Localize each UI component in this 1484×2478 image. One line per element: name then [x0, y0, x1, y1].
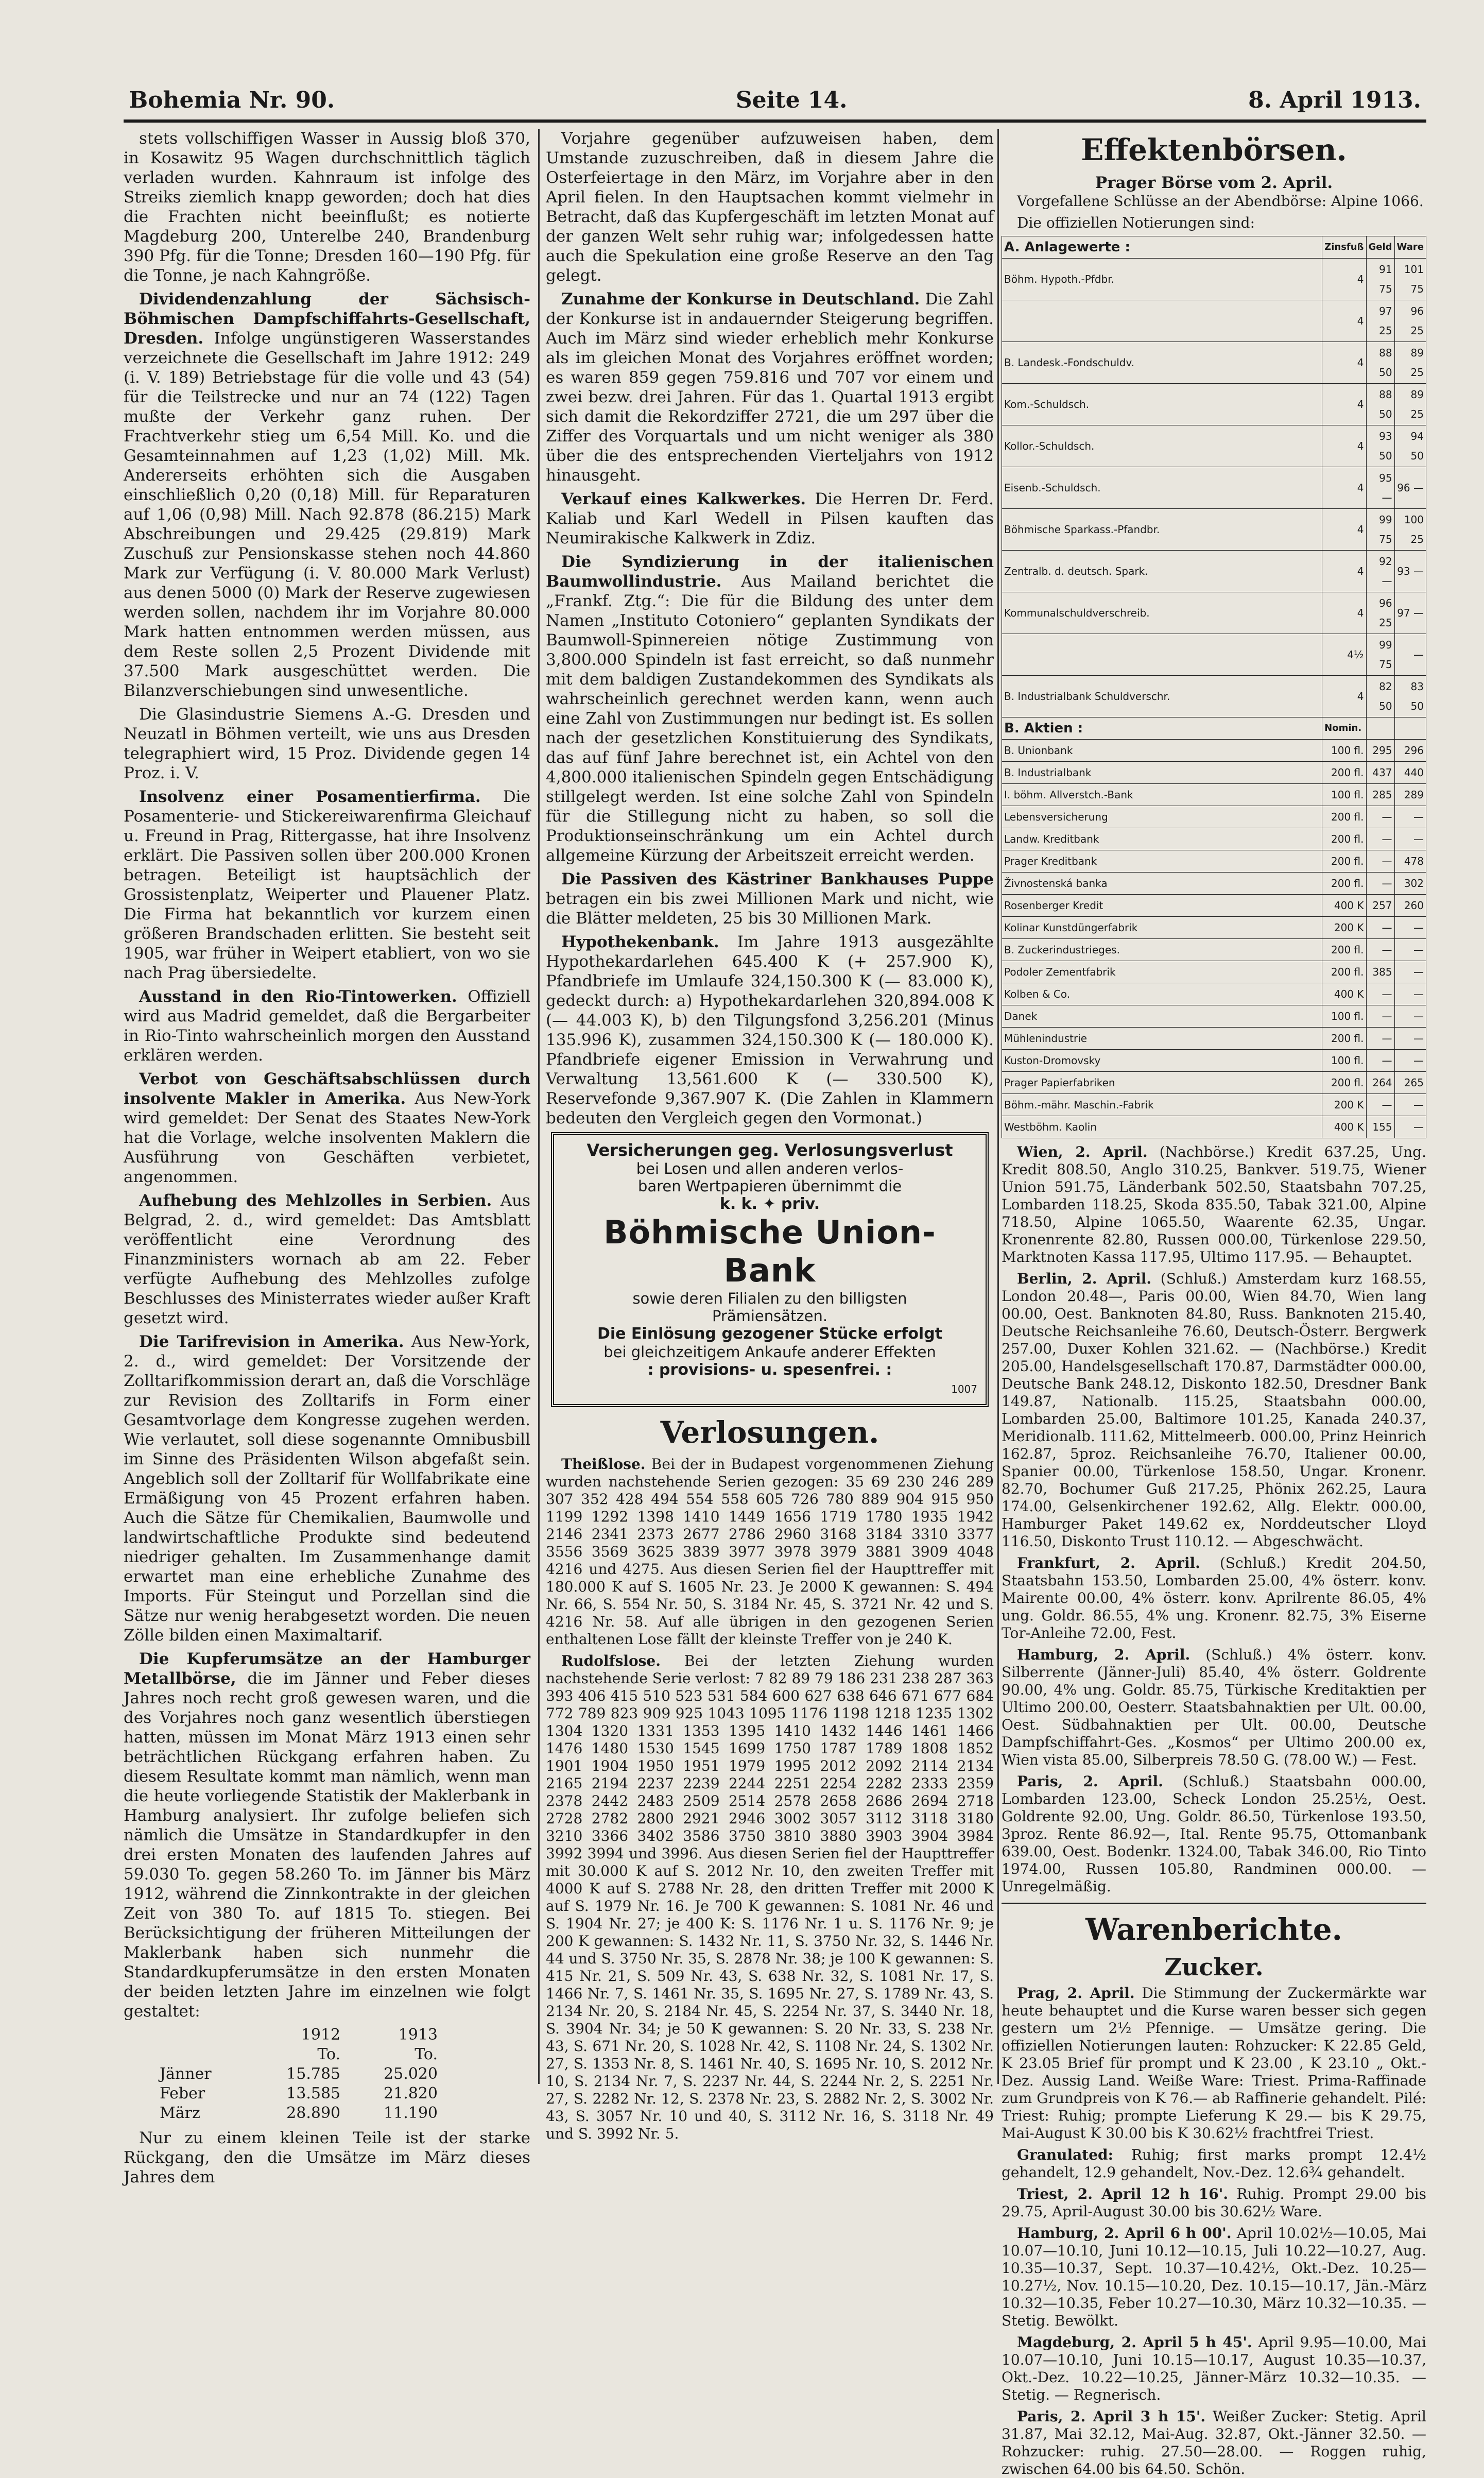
table-row: [1002, 873, 1426, 895]
security-rate: 4½: [1322, 634, 1366, 676]
security-name: I. böhm. Allverstch.-Bank: [1002, 784, 1322, 806]
header-page-number: Seite 14.: [735, 87, 848, 113]
table-row: [1002, 939, 1426, 961]
ware-value: —: [1394, 806, 1426, 828]
security-rate: 4: [1322, 342, 1366, 384]
ware-value: —: [1394, 1028, 1426, 1050]
security-name: Lebensversicherung: [1002, 806, 1322, 828]
security-name: Rosenberger Kredit: [1002, 895, 1322, 917]
table-row: [1002, 384, 1426, 425]
ware-value: —: [1394, 983, 1426, 1005]
ware-value: 302: [1394, 873, 1426, 895]
article-paragraph: [1002, 2225, 1426, 2330]
header-paper-issue: Bohemia Nr. 90.: [129, 87, 335, 113]
ware-value: 89 25: [1394, 342, 1426, 384]
table-row: [1002, 1116, 1426, 1138]
ad-subheadline: Die Einlösung gezogener Stücke erfolgt: [597, 1325, 943, 1343]
article-text: (Nachbörse.) Kredit 637.25, Ung. Kredit 808.50, Anglo 310.25, Bankver. 519.75, Wiener Union 591.75, Länderbank 502.50, Staatsbahn 707.25, Lombarden 118.25, Skoda 835.50, Tabak 321.00, Alpine 718.50, Alpine 1065.50, Waarente 62.35, Ungar. Kronenrente 82.80, Russen 000.00, Türkenlose 229.50, Marktnoten Kassa 117.95, Ultimo 117.95. — Behauptet.: [1002, 1143, 1427, 1266]
geld-value: —: [1366, 939, 1394, 961]
article-text: Die Glasindustrie Siemens A.-G. Dresden und Neuzatl in Böhmen verteilt, wie uns aus Dresden telegraphiert wird, 15 Proz. Dividende gegen 14 Proz. i. V.: [124, 705, 530, 782]
table-row: [1002, 342, 1426, 384]
article-text: (Schluß.) Kredit 204.50, Staatsbahn 153.50, Lombarden 25.00, 4% österr. konv. Mairente 00.00, 4% österr. konv. Aprilrente 86.05, 4% ung. Goldr. 86.55, 4% ung. Kronenr. 82.75, 3% Eiserne Tor-Anleihe 72.00, Fest.: [1002, 1554, 1426, 1642]
security-name: Kom.-Schuldsch.: [1002, 384, 1322, 425]
security-name: Böhm. Hypoth.-Pfdbr.: [1002, 259, 1322, 300]
security-rate: 200 K: [1322, 1094, 1366, 1116]
article-paragraph: [546, 1652, 994, 2143]
effekten-intro: Vorgefallene Schlüsse an der Abendbörse: Alpine 1066.: [1017, 193, 1424, 210]
table-row: [1002, 784, 1426, 806]
geld-value: —: [1366, 1028, 1394, 1050]
header-date: 8. April 1913.: [1248, 87, 1421, 113]
article-headline: Theißlose.: [561, 1456, 646, 1473]
article-headline: Wien, 2. April.: [1017, 1143, 1148, 1160]
article-paragraph: [124, 289, 530, 700]
article-text: April 9.95—10.00, Mai 10.07—10.10, Juni 10.15—10.17, August 10.35—10.37, Okt.-Dez. 10.22—10.25, Jänner-März 10.32—10.35. — Stetig. — Regnerisch.: [1002, 2334, 1426, 2403]
article-headline: Magdeburg, 2. April 5 h 45'.: [1017, 2334, 1252, 2351]
security-rate: 4: [1322, 425, 1366, 467]
column-3: [1002, 129, 1427, 2477]
security-rate: 200 fl.: [1322, 1072, 1366, 1094]
geld-value: 96 25: [1366, 592, 1394, 634]
article-headline: Granulated:: [1017, 2146, 1113, 2163]
column-divider: [997, 129, 999, 2084]
article-paragraph: [546, 289, 994, 485]
table-row: [1002, 425, 1426, 467]
table-row: [1002, 917, 1426, 939]
security-rate: 4: [1322, 384, 1366, 425]
geld-value: —: [1366, 1050, 1394, 1072]
header-geld: Geld: [1366, 236, 1394, 259]
article-text: Offiziell wird aus Madrid gemeldet, daß die Bergarbeiter in Rio-Tinto wahrscheinlich morgen den Ausstand erklären werden.: [124, 987, 530, 1065]
bank-advertisement: [551, 1132, 989, 1407]
security-rate: 200 fl.: [1322, 961, 1366, 983]
column-1-continuation: Nur zu einem kleinen Teile ist der starke Rückgang, den die Umsätze im März dieses Jahres dem: [124, 2129, 530, 2186]
table-row: [1002, 509, 1426, 551]
ware-value: —: [1394, 961, 1426, 983]
security-name: B. Industrialbank: [1002, 762, 1322, 784]
month-label: März: [160, 2104, 200, 2122]
security-rate: 100 fl.: [1322, 740, 1366, 762]
ware-value: 289: [1394, 784, 1426, 806]
article-headline: Verkauf eines Kalkwerkes.: [561, 490, 806, 508]
effekten-reports: [1002, 1143, 1426, 1895]
ad-line: baren Wertpapieren übernimmt die: [637, 1177, 902, 1195]
ware-value: 478: [1394, 850, 1426, 873]
article-paragraph: [124, 1332, 530, 1645]
geld-value: 97 25: [1366, 300, 1394, 342]
security-name: [1002, 300, 1322, 342]
security-name: Landw. Kreditbank: [1002, 828, 1322, 850]
security-name: Prager Kreditbank: [1002, 850, 1322, 873]
security-rate: 400 K: [1322, 895, 1366, 917]
article-headline: Paris, 2. April.: [1017, 1773, 1163, 1790]
article-headline: Die Passiven des Kästriner Bankhauses Puppe: [561, 870, 994, 888]
header-zinsfuss: Zinsfuß: [1322, 236, 1366, 259]
article-paragraph: [124, 987, 530, 1065]
security-name: Kuston-Dromovsky: [1002, 1050, 1322, 1072]
geld-value: —: [1366, 850, 1394, 873]
table-row: [1002, 740, 1426, 762]
article-paragraph: [546, 129, 994, 285]
article-text: Infolge ungünstigeren Wasserstandes verzeichnete die Gesellschaft im Jahre 1912: 249 (i. V. 189) Betriebstage für die volle und 43 (54) für die Teilstrecke und nur an 74 (122) Tagen mußte der Verkehr ganz ruhen. Der Frachtverkehr stieg um 6,54 Mill. Ko. und die Gesamteinnahmen auf 1,23 (1,02) Mill. Mk. Andererseits erhöhten sich die Ausgaben einschließlich 0,20 (0,18) Mill. für Reparaturen auf 1,06 (0,98) Mill. Nach 92.878 (86.215) Mark Abschreibungen und 29.425 (29.819) Mark Zuschuß zur Pensionskasse stehen noch 44.860 Mark zur Verfügung (i. V. 80.000 Mark Verlust) aus denen 5000 (0) Mark der Reserve zugewiesen werden sollen, nachdem ihr im Vorjahre 80.000 Mark hatten entnommen werden müssen, aus dem Reste sollen 2,5 Prozent Dividende mit 37.500 Mark ausgeschüttet werden. Die Bilanzverschiebungen sind unwesentliche.: [124, 329, 531, 700]
value-1912: 15.785: [286, 2065, 341, 2083]
value-1912: 28.890: [286, 2104, 341, 2122]
column-1: [124, 129, 531, 2186]
section-title-effekten: Effektenbörsen.: [1081, 132, 1347, 167]
security-name: Eisenb.-Schuldsch.: [1002, 467, 1322, 509]
article-headline: Rudolfslose.: [561, 1652, 661, 1669]
security-name: Kollor.-Schuldsch.: [1002, 425, 1322, 467]
header-ware: Ware: [1394, 236, 1426, 259]
geld-value: —: [1366, 1094, 1394, 1116]
security-rate: 200 fl.: [1322, 1028, 1366, 1050]
security-rate: 4: [1322, 551, 1366, 592]
table-row: [1002, 259, 1426, 300]
article-headline: Ausstand in den Rio-Tintowerken.: [139, 987, 457, 1006]
effekten-intro-2: Die offiziellen Notierungen sind:: [1017, 214, 1255, 231]
geld-value: —: [1366, 828, 1394, 850]
article-text: Die Posamenterie- und Stickereiwarenfirma Gleichauf u. Freund in Prag, Rittergasse, hat ihre Insolvenz erklärt. Die Passiven sollen über 200.000 Kronen betragen. Beteiligt ist hauptsächlich der Grossistenplatz, Weiperter und Plauener Platz. Die Firma hat bekanntlich vor kurzem einen größeren Brandschaden erlitten. Sie besteht seit 1905, war früher in Weipert etabliert, von wo sie nach Prag übersiedelte.: [124, 788, 530, 982]
year-col-2: 1913: [398, 2026, 438, 2044]
security-name: Prager Papierfabriken: [1002, 1072, 1322, 1094]
header-nominale: Nomin.: [1322, 717, 1366, 740]
article-paragraph: [546, 552, 994, 865]
ware-value: 440: [1394, 762, 1426, 784]
article-paragraph: [1002, 2185, 1426, 2220]
ware-value: 93 —: [1394, 551, 1426, 592]
value-1913: 21.820: [384, 2084, 438, 2103]
security-rate: 200 fl.: [1322, 806, 1366, 828]
table-row: [1002, 676, 1426, 717]
table-row: [1002, 828, 1426, 850]
kurs-table: [1002, 236, 1426, 1138]
ware-value: 97 —: [1394, 592, 1426, 634]
geld-value: 264: [1366, 1072, 1394, 1094]
article-headline: Hamburg, 2. April 6 h 00'.: [1017, 2225, 1232, 2242]
security-name: B. Zuckerindustrieges.: [1002, 939, 1322, 961]
ware-value: 96 —: [1394, 467, 1426, 509]
security-rate: 200 fl.: [1322, 873, 1366, 895]
article-paragraph: [546, 932, 994, 1128]
section-title-waren: Warenberichte.: [1085, 1912, 1342, 1947]
ad-line: : provisions- u. spesenfrei. :: [647, 1361, 892, 1379]
article-text: die im Jänner und Feber dieses Jahres noch recht groß gewesen waren, und die des Vorjahres noch ganz wesentlich überstiegen hatten, müssen im Monat März 1913 einen sehr beträchtlichen Rückgang erfahren haben. Zu diesem Resultate kommt man nämlich, wenn man die heute vorliegende Statistik der Maklerbank in Hamburg analysiert. Ihr zufolge beliefen sich nämlich die Umsätze in Standardkupfer in den drei ersten Monaten des laufenden Jahres auf 59.030 To. gegen 58.260 To. im Jänner bis März 1912, während die Zinnkontrakte in der gleichen Zeit von 380 To. auf 1815 To. stiegen. Bei Berücksichtigung der früheren Mitteilungen der Maklerbank haben sich nunmehr die Standardkupferumsätze in den ersten Monaten der beiden letzten Jahre im einzelnen wie folgt gestaltet:: [124, 1669, 531, 2021]
security-rate: 100 fl.: [1322, 784, 1366, 806]
article-paragraph: [1002, 1985, 1426, 2142]
page-header: [129, 77, 1421, 113]
ad-headline: Versicherungen geg. Verlosungsverlust: [586, 1140, 953, 1160]
value-1912: 13.585: [286, 2084, 341, 2103]
security-rate: 100 fl.: [1322, 1050, 1366, 1072]
table-row: [1002, 1072, 1426, 1094]
ware-value: 296: [1394, 740, 1426, 762]
article-paragraph: [124, 787, 530, 983]
article-paragraph: [1002, 2408, 1426, 2478]
article-paragraph: [1002, 1270, 1426, 1550]
table-row: [1002, 551, 1426, 592]
geld-value: 99 75: [1366, 634, 1394, 676]
geld-value: —: [1366, 873, 1394, 895]
article-paragraph: [1002, 2334, 1426, 2404]
table-row: [1002, 1028, 1426, 1050]
security-name: B. Unionbank: [1002, 740, 1322, 762]
table-row: [154, 2064, 443, 2084]
geld-value: 437: [1366, 762, 1394, 784]
article-text: Ruhig. Prompt 29.00 bis 29.75, April-August 30.00 bis 30.62½ Ware.: [1002, 2185, 1427, 2220]
security-name: Kommunalschuldverschreib.: [1002, 592, 1322, 634]
article-paragraph: [546, 1456, 994, 1648]
ware-value: 94 50: [1394, 425, 1426, 467]
geld-value: 295: [1366, 740, 1394, 762]
geld-value: 92 —: [1366, 551, 1394, 592]
security-name: Podoler Zementfabrik: [1002, 961, 1322, 983]
article-text: Im Jahre 1913 ausgezählte Hypothekardarlehen 645.400 K (+ 257.900 K), Pfandbriefe im Umlaufe 324,150.300 K (— 83.000 K), gedeckt durch: a) Hypothekardarlehen 320,894.008 K (— 44.003 K), b) den Tilgungsfond 3,256.201 (Minus 135.996 K), zusammen 324,150.300 K (— 180.000 K). Pfandbriefe eigener Emission in Verwahrung und Verwaltung 13,561.600 K (— 330.500 K), Reservefonde 9,367.907 K. (Die Zahlen in Klammern bedeuten den Vergleich gegen den Vormonat.): [546, 933, 994, 1127]
article-paragraph: [124, 1191, 530, 1328]
article-text: Aus New-York, 2. d., wird gemeldet: Der Vorsitzende der Zolltarifkommission derart an, daß die Vorschläge zur Revision des Zolltarifs in Form einer Gesamtvorlage dem Kongresse zugehen werden. Wie verlautet, soll diese sogenannte Omnibusbill im Sinne des Präsidenten Wilson abgefaßt sein. Angeblich soll der Zolltarif für Wollfabrikate eine Ermäßigung von 45 Prozent erfahren haben. Auch die Sätze für Chemikalien, Baumwolle und landwirtschaftliche Produkte sind bedeutend niedriger gehalten. Im Zusammenhange damit erwartet man eine erhebliche Zunahme des Imports. Für Steingut und Porzellan sind die Sätze nur wenig herabgesetzt worden. Die neuen Zölle bilden einen Maximaltarif.: [124, 1332, 531, 1645]
security-rate: 200 fl.: [1322, 939, 1366, 961]
table-row: [1002, 762, 1426, 784]
article-headline: Hamburg, 2. April.: [1017, 1646, 1190, 1663]
ad-line: Prämiensätzen.: [712, 1307, 828, 1325]
article-headline: Frankfurt, 2. April.: [1017, 1554, 1200, 1571]
ware-value: —: [1394, 917, 1426, 939]
geld-value: 285: [1366, 784, 1394, 806]
table-row: [1002, 1050, 1426, 1072]
security-name: B. Landesk.-Fondschuldv.: [1002, 342, 1322, 384]
geld-value: 93 50: [1366, 425, 1394, 467]
security-name: Živnostenská banka: [1002, 873, 1322, 895]
geld-value: 95 —: [1366, 467, 1394, 509]
security-name: B. Industrialbank Schuldverschr.: [1002, 676, 1322, 717]
ware-value: —: [1394, 1094, 1426, 1116]
article-paragraph: [124, 1069, 530, 1187]
article-text: (Schluß.) Amsterdam kurz 168.55, London 20.48—, Paris 00.00, Wien 84.70, Wien lang 00.00, Oest. Banknoten 84.80, Russ. Banknoten 215.40, Deutsche Reichsanleihe 76.60, Deutsch-Österr. Bergwerk 257.00, Duxer Kohlen 321.62. — (Nachbörse.) Kredit 205.00, Handelsgesellschaft 170.87, Darmstädter 000.00, Deutsche Bank 248.12, Diskonto 182.50, Dresdner Bank 149.87, Nationalb. 115.25, Staatsbahn 000.00, Lombarden 25.00, Baltimore 101.25, Kanada 240.37, Meridionalb. 111.62, Mittelmeerb. 000.00, Prinz Heinrich 162.87, 5proz. Reichsanleihe 76.70, Italiener 00.00, Spanier 00.00, Türkenlose 158.50, Ungar. Kronenr. 82.70, Bochumer Guß 217.25, Phönix 262.25, Laura 174.00, Gelsenkirchener 192.62, Allg. Elektr. 000.00, Hamburger Paket 149.62 ex, Norddeutscher Lloyd 116.50, Diskonto Trust 110.12. — Abgeschwächt.: [1002, 1270, 1427, 1550]
security-name: Mühlenindustrie: [1002, 1028, 1322, 1050]
article-text: Aus Belgrad, 2. d., wird gemeldet: Das Amtsblatt veröffentlicht eine Verordnung des Finanzministers wornach ab am 22. Feber verfügte Aufhebung des Mehlzolles zufolge Beschlusses des Ministerrates wieder außer Kraft gesetzt wird.: [124, 1191, 531, 1327]
article-headline: Die Tarifrevision in Amerika.: [139, 1332, 404, 1351]
ware-value: 265: [1394, 1072, 1426, 1094]
ware-value: 101 75: [1394, 259, 1426, 300]
section-title-verlosungen: Verlosungen.: [660, 1415, 879, 1450]
section-subtitle-zucker: Zucker.: [1164, 1953, 1264, 1981]
ware-value: 260: [1394, 895, 1426, 917]
article-text: Ruhig; first marks prompt 12.4½ gehandelt, 12.9 gehandelt, Nov.-Dez. 12.6¾ gehandelt.: [1002, 2146, 1426, 2181]
security-name: Kolben & Co.: [1002, 983, 1322, 1005]
security-rate: 4: [1322, 676, 1366, 717]
article-text: betragen ein bis zwei Millionen Mark und nicht, wie die Blätter meldeten, 25 bis 30 Millionen Mark.: [546, 890, 994, 928]
table-row: [1002, 961, 1426, 983]
verlosungen-list: [546, 1456, 994, 2143]
ware-value: 96 25: [1394, 300, 1426, 342]
security-rate: 100 fl.: [1322, 1005, 1366, 1028]
column-divider: [538, 129, 540, 2084]
table-row: [1002, 467, 1426, 509]
value-1913: 11.190: [384, 2104, 438, 2122]
article-text: Die Herren Dr. Ferd. Kaliab und Karl Wedell in Pilsen kauften das Neumirakische Kalkwerk in Zdiz.: [546, 490, 994, 548]
security-rate: 4: [1322, 509, 1366, 551]
ware-value: —: [1394, 939, 1426, 961]
article-headline: Die Kupferumsätze an der Hamburger Metallbörse,: [124, 1650, 530, 1688]
table-row: [1002, 1094, 1426, 1116]
geld-value: —: [1366, 806, 1394, 828]
security-rate: 200 K: [1322, 917, 1366, 939]
security-name: [1002, 634, 1322, 676]
article-text: Die Zahl der Konkurse ist in andauernder Steigerung begriffen. Auch im März sind wieder erheblich mehr Konkurse als im gleichen Monat des Vorjahres eröffnet worden; es waren 859 gegen 759.816 und 707 vor einem und zwei bezw. drei Jahren. Für das 1. Quartal 1913 ergibt sich damit die Rekordziffer 2721, die um 297 über die Ziffer des Vorquartals und um nicht weniger als 380 über die des entsprechenden Vierteljahrs von 1912 hinausgeht.: [546, 290, 994, 485]
article-paragraph: [1002, 1554, 1426, 1642]
article-headline: Aufhebung des Mehlzolles in Serbien.: [139, 1191, 492, 1210]
article-headline: Hypothekenbank.: [561, 933, 719, 951]
ad-kk-priv: k. k. ✦ priv.: [719, 1195, 820, 1213]
ad-line: bei gleichzeitigem Ankaufe anderer Effekten: [603, 1343, 936, 1361]
section-divider: [1002, 1903, 1426, 1904]
article-headline: Insolvenz einer Posamentierfirma.: [139, 788, 481, 806]
geld-value: 88 50: [1366, 384, 1394, 425]
ware-value: —: [1394, 1005, 1426, 1028]
ware-value: —: [1394, 1116, 1426, 1138]
security-name: Westböhm. Kaolin: [1002, 1116, 1322, 1138]
unit-col-2: To.: [415, 2045, 438, 2063]
article-text: Vorjahre gegenüber aufzuweisen haben, dem Umstande zuzuschreiben, daß in diesem Jahre die Osterfeiertage in den März, im Vorjahre aber in den April fielen. In den Hauptsachen kommt vielmehr in Betracht, daß das Kupfergeschäft im letzten Monat auf der ganzen Welt sehr ruhig war; infolgedessen hatte auch die Spekulation eine große Reserve an den Tag gelegt.: [546, 129, 994, 285]
geld-value: 257: [1366, 895, 1394, 917]
ware-value: —: [1394, 828, 1426, 850]
article-text: Bei der in Budapest vorgenommenen Ziehung wurden nachstehende Serien gezogen: 35 69 230 246 289 307 352 428 494 554 558 605 726 780 889 904 915 950 1199 1292 1398 1410 1449 1656 1719 1780 1935 1942 2146 2341 2373 2677 2786 2960 3168 3184 3310 3377 3556 3569 3625 3839 3977 3978 3979 3881 3909 4048 4216 und 4275. Aus diesen Serien fiel der Haupttreffer mit 180.000 K auf S. 1605 Nr. 23. Je 2000 K gewannen: S. 494 Nr. 66, S. 554 Nr. 50, S. 3184 Nr. 45, S. 3721 Nr. 42 und S. 4216 Nr. 58. Auf alle übrigen in den gezogenen Serien enthaltenen Lose fällt der kleinste Treffer von je 240 K.: [546, 1456, 994, 1648]
article-text: (Schluß.) Staatsbahn 000.00, Lombarden 123.00, Scheck London 25.25½, Oest. Goldrente 92.00, Ung. Goldr. 86.50, Türkenlose 193.50, 3proz. Rente 86.92—, Ital. Rente 95.75, Ottomanbank 639.00, Oest. Bodenkr. 1324.00, Tabak 346.00, Rio Tinto 1974.00, Russen 105.80, Randminen 000.00. — Unregelmäßig.: [1002, 1773, 1426, 1895]
table-row: [154, 2104, 443, 2123]
geld-value: 88 50: [1366, 342, 1394, 384]
article-text: Bei der letzten Ziehung wurden nachstehende Serie verlost: 7 82 89 79 186 231 238 287 363 393 406 415 510 523 531 584 600 627 638 646 671 677 684 772 789 823 909 925 1043 1095 1176 1198 1218 1235 1302 1304 1320 1331 1353 1395 1410 1432 1446 1461 1466 1476 1480 1530 1545 1699 1750 1787 1789 1808 1852 1901 1904 1950 1951 1979 1995 2012 2092 2114 2134 2165 2194 2237 2239 2244 2251 2254 2282 2333 2359 2378 2442 2483 2509 2514 2578 2658 2686 2694 2718 2728 2782 2800 2921 2946 3002 3057 3112 3118 3180 3210 3366 3402 3586 3750 3810 3880 3903 3904 3984 3992 3994 und 3996. Aus diesen Serien fiel der Haupttreffer mit 30.000 K auf S. 2012 Nr. 10, den zweiten Treffer mit 4000 K auf S. 2788 Nr. 28, den dritten Treffer mit 2000 K auf S. 1979 Nr. 16. Je 700 K gewannen: S. 1081 Nr. 46 und S. 1904 Nr. 27; je 400 K: S. 1176 Nr. 1 u. S. 1176 Nr. 9; je 200 K gewannen: S. 1432 Nr. 11, S. 3750 Nr. 32, S. 1446 Nr. 44 und S. 3750 Nr. 35, S. 2878 Nr. 38; je 100 K gewannen: S. 415 Nr. 21, S. 509 Nr. 43, S. 638 Nr. 32, S. 1081 Nr. 17, S. 1466 Nr. 7, S. 1461 Nr. 35, S. 1695 Nr. 27, S. 1789 Nr. 43, S. 2134 Nr. 20, S. 2184 Nr. 45, S. 2254 Nr. 37, S. 3440 Nr. 18, S. 3904 Nr. 34; je 50 K gewannen: S. 20 Nr. 33, S. 238 Nr. 43, S. 671 Nr. 20, S. 1028 Nr. 42, S. 1108 Nr. 24, S. 1302 Nr. 27, S. 1353 Nr. 8, S. 1461 Nr. 40, S. 1695 Nr. 10, S. 2012 Nr. 10, S. 2134 Nr. 7, S. 2237 Nr. 44, S. 2244 Nr. 2, S. 2251 Nr. 27, S. 2282 Nr. 12, S. 2378 Nr. 23, S. 2882 Nr. 2, S. 3002 Nr. 43, S. 3057 Nr. 10 und 40, S. 3112 Nr. 16, S. 3118 Nr. 49 und S. 3992 Nr. 5.: [546, 1652, 994, 2142]
article-paragraph: [546, 489, 994, 548]
ware-value: —: [1394, 634, 1426, 676]
article-paragraph: [1002, 1646, 1426, 1769]
table-row: [154, 2084, 443, 2104]
table-row: [1002, 1005, 1426, 1028]
table-row: [1002, 895, 1426, 917]
security-rate: 4: [1322, 467, 1366, 509]
table-row: [1002, 592, 1426, 634]
prager-boerse-subtitle: Prager Börse vom 2. April.: [1095, 174, 1333, 192]
column-2: [546, 129, 994, 2142]
ad-firm-name: Böhmische Union-Bank: [603, 1214, 936, 1289]
security-rate: 4: [1322, 300, 1366, 342]
month-label: Feber: [160, 2084, 205, 2103]
security-rate: 4: [1322, 259, 1366, 300]
table-row: [1002, 983, 1426, 1005]
article-headline: Triest, 2. April 12 h 16'.: [1017, 2185, 1229, 2202]
geld-value: 99 75: [1366, 509, 1394, 551]
table-row: [1002, 300, 1426, 342]
article-headline: Dividendenzahlung der Sächsisch-Böhmischen Dampfschiffahrts-Gesellschaft, Dresden.: [124, 290, 530, 348]
article-paragraph: [1002, 2146, 1426, 2181]
ad-line: bei Losen und allen anderen verlos-: [636, 1160, 904, 1177]
article-text: Weißer Zucker: Stetig. April 31.87, Mai 32.12, Mai-Aug. 32.87, Okt.-Jänner 32.50. — Rohzucker: ruhig. 27.50—28.00. — Roggen ruhig, zwischen 64.00 bis 64.50. Schön.: [1002, 2408, 1426, 2477]
geld-value: 82 50: [1366, 676, 1394, 717]
security-name: Kolinar Kunstdüngerfabrik: [1002, 917, 1322, 939]
ware-value: 100 25: [1394, 509, 1426, 551]
table-row: [1002, 634, 1426, 676]
security-name: Danek: [1002, 1005, 1322, 1028]
security-name: Böhmische Sparkass.-Pfandbr.: [1002, 509, 1322, 551]
article-text: April 10.02½—10.05, Mai 10.07—10.10, Juni 10.12—10.15, Juli 10.22—10.27, Aug. 10.35—10.37, Sept. 10.37—10.42½, Okt.-Dez. 10.25—10.27½, Nov. 10.15—10.20, Dez. 10.15—10.17, Jän.-März 10.32—10.35, Feber 10.27—10.30, März 10.32—10.35. — Stetig. Bewölkt.: [1002, 2225, 1426, 2329]
security-name: Böhm.-mähr. Maschin.-Fabrik: [1002, 1094, 1322, 1116]
group-a-label: A. Anlagewerte :: [1002, 236, 1322, 259]
article-paragraph: [124, 1649, 530, 2021]
article-text: stets vollschiffigen Wasser in Aussig bloß 370, in Kosawitz 95 Wagen durchschnittlich täglich verladen wurden. Kahnraum ist infolge des Streiks ziemlich knapp geworden; doch hat dies die Frachten nicht beeinflußt; es notierte Magdeburg 200, Unterelbe 240, Brandenburg 390 Pfg. für die Tonne; Dresden 160—190 Pfg. für die Tonne, je nach Kahngröße.: [124, 129, 530, 285]
ad-line: sowie deren Filialen zu den billigsten: [632, 1290, 907, 1307]
unit-col-1: To.: [317, 2045, 341, 2063]
ad-code: 1007: [951, 1383, 977, 1395]
geld-value: 91 75: [1366, 259, 1394, 300]
table-row: [1002, 850, 1426, 873]
article-headline: Berlin, 2. April.: [1017, 1270, 1152, 1287]
security-name: Zentralb. d. deutsch. Spark.: [1002, 551, 1322, 592]
article-headline: Zunahme der Konkurse in Deutschland.: [561, 290, 920, 309]
header-rule: [124, 119, 1426, 123]
table-body-a: [1002, 259, 1426, 717]
ware-value: —: [1394, 1050, 1426, 1072]
security-rate: 200 fl.: [1322, 762, 1366, 784]
geld-value: 155: [1366, 1116, 1394, 1138]
month-label: Jänner: [160, 2065, 212, 2083]
security-rate: 400 K: [1322, 1116, 1366, 1138]
article-headline: Prag, 2. April.: [1017, 1985, 1135, 2002]
article-paragraph: [546, 869, 994, 928]
article-headline: Verbot von Geschäftsabschlüssen durch insolvente Makler in Amerika.: [124, 1070, 530, 1108]
security-rate: 200 fl.: [1322, 828, 1366, 850]
geld-value: —: [1366, 1005, 1394, 1028]
article-text: Aus New-York wird gemeldet: Der Senat des Staates New-York hat die Vorlage, welche insolventen Maklern die Ausführung von Geschäften verbietet, angenommen.: [124, 1089, 530, 1186]
ware-value: 89 25: [1394, 384, 1426, 425]
security-rate: 200 fl.: [1322, 850, 1366, 873]
article-text: (Schluß.) 4% österr. konv. Silberrente (Jänner-Juli) 85.40, 4% österr. Goldrente 90.00, 4% ung. Goldr. 85.75, Türkische Kreditaktien per Ultimo 200.00, Oesterr. Staatsbahnaktien per Ult. 00.00, Oest. Südbahnaktien per Ult. 00.00, Deutsche Dampfschiffahrt-Ges. „Kosmos“ per Ultimo 200.00 ex, Wien vista 85.00, Silberpreis 78.50 G. (78.00 W.) — Fest.: [1002, 1646, 1426, 1768]
column-1-articles: [124, 129, 530, 2021]
article-paragraph: [1002, 1773, 1426, 1895]
year-col-1: 1912: [301, 2026, 341, 2044]
article-paragraph: [124, 129, 530, 285]
article-text: Die Stimmung der Zuckermärkte war heute behauptet und die Kurse waren besser sich gegen gestern um 2½ Pfennige. — Umsätze gering. Die offiziellen Notierungen lauten: Rohzucker: K 22.85 Geld, K 23.05 Brief für prompt und K 23.00 , K 23.10 „ Okt.-Dez. Aussig Land. Weiße Ware: Triest. Prima-Raffinade zum Grundpreis von K 76.— ab Raffinerie gehandelt. Pilé: Triest: Ruhig; prompte Lieferung K 29.— bis K 29.75, Mai-August K 30.00 bis K 30.62½ frachtfrei Triest.: [1002, 1985, 1427, 2142]
geld-value: 385: [1366, 961, 1394, 983]
table-row: [1002, 806, 1426, 828]
security-rate: 400 K: [1322, 983, 1366, 1005]
article-paragraph: [124, 705, 530, 783]
article-headline: Paris, 2. April 3 h 15'.: [1017, 2408, 1206, 2425]
value-1913: 25.020: [384, 2065, 438, 2083]
column-2-articles: [546, 129, 994, 1128]
ware-value: 83 50: [1394, 676, 1426, 717]
article-text: Aus Mailand berichtet die „Frankf. Ztg.“: Die für die Bildung des unter dem Namen „Instituto Cotoniero“ geplanten Syndikats der Baumwoll-Spinnereien nötige Zustimmung von 3,800.000 Spindeln ist fast erreicht, so daß nunmehr mit dem baldigen Zustandekommen des Syndikats als wahrscheinlich gerechnet werden kann, wenn auch eine Zahl von Zustimmungen nur bedingt ist. Es sollen nach der gesetzlichen Konstituierung des Syndikats, das auf fünf Jahre berechnet ist, ein Achtel von den 4,800.000 italienischen Spindeln gegen Entschädigung stillgelegt werden. Ist eine solche Zahl von Spindeln für die Stillegung nicht zu haben, so soll die Produktionseinschränkung um ein Achtel durch allgemeine Kürzung der Arbeitszeit erreicht werden.: [546, 572, 994, 865]
kupfer-table: [154, 2025, 443, 2123]
article-headline: Die Syndizierung in der italienischen Baumwollindustrie.: [546, 553, 994, 591]
security-rate: 4: [1322, 592, 1366, 634]
geld-value: —: [1366, 983, 1394, 1005]
table-body-b: [1002, 740, 1426, 1138]
article-paragraph: [1002, 1143, 1426, 1266]
waren-reports: [1002, 1985, 1426, 2478]
geld-value: —: [1366, 917, 1394, 939]
group-b-label: B. Aktien :: [1002, 717, 1322, 740]
